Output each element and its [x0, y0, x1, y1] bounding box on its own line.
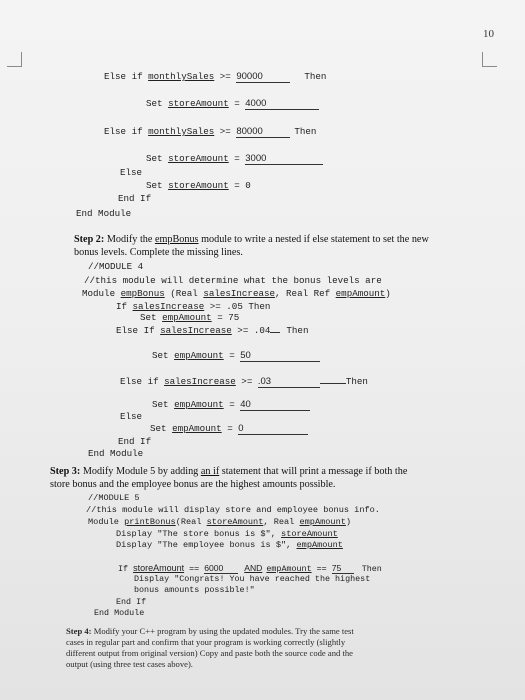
code-line: Else If salesIncrease >= .04 Then [116, 325, 309, 336]
step-2-instructions-cont: bonus levels. Complete the missing lines. [74, 247, 243, 258]
fill-value: 50 [240, 350, 251, 361]
code-line: //MODULE 4 [88, 261, 144, 272]
code-line: Set storeAmount = 3000 [146, 153, 323, 165]
fill-in-blank [236, 126, 290, 138]
step-3-instructions-cont: store bonus and the employee bonus are the highest amounts possible. [50, 479, 336, 490]
code-line: End If [116, 597, 147, 607]
step-4-line: cases in regular part and confirm that your program is working correctly (slightly [66, 637, 346, 647]
fill-in-blank [204, 563, 238, 574]
fill-in-blank [245, 98, 319, 110]
code-line: End If [118, 436, 152, 447]
code-line: Set empAmount = 50 [152, 350, 320, 362]
fill-in-blank [240, 350, 320, 362]
fill-value: 4000 [245, 98, 267, 109]
step-label: Step 2: [74, 234, 105, 245]
code-line: End Module [88, 448, 144, 459]
step-label: Step 4: [66, 626, 92, 636]
code-line: Display "The employee bonus is $", empAmount [116, 540, 343, 550]
code-line: Else [120, 411, 143, 422]
fill-in-blank [245, 153, 323, 165]
code-keyword: Else if [104, 71, 149, 82]
fill-value: 80000 [236, 126, 263, 137]
code-line: Set storeAmount = 0 [146, 180, 251, 191]
code-line: End Module [94, 608, 145, 618]
fill-in-blank [332, 563, 354, 574]
code-line: If salesIncrease >= .05 Then [116, 301, 271, 312]
code-line: Module empBonus (Real salesIncrease, Real Ref empAmount) [82, 288, 391, 299]
page-number: 10 [483, 28, 494, 40]
fill-in-blank [236, 71, 290, 83]
fill-value: .03 [257, 376, 272, 387]
code-line: //MODULE 5 [88, 493, 140, 503]
step-2-instructions: Step 2: Modify the empBonus module to write a nested if else statement to set the new [74, 234, 429, 245]
fill-in-blank [240, 399, 310, 411]
code-line: Set empAmount = 0 [150, 423, 308, 435]
fill-value: 0 [238, 423, 244, 434]
code-line: Set storeAmount = 4000 [146, 98, 319, 110]
code-line: Else if salesIncrease >= .03 Then [120, 376, 368, 387]
code-line: Set empAmount = 40 [152, 399, 310, 411]
fill-in-blank [238, 423, 308, 435]
code-line: Module printBonus(Real storeAmount, Real empAmount) [88, 517, 352, 527]
fill-in-blank [258, 376, 320, 388]
step-4-line: output (using three test cases above). [66, 659, 193, 669]
fill-value: 3000 [245, 153, 267, 164]
corner-mark-right [482, 52, 497, 67]
code-keyword: Then [304, 71, 327, 82]
code-line: Else if monthlySales >= 80000 Then [104, 126, 317, 137]
code-line: End Module [76, 208, 132, 219]
code-line: Display "The store bonus is $", storeAmount [116, 529, 338, 539]
fill-value: 90000 [236, 71, 263, 82]
code-line: Set empAmount = 75 [140, 312, 240, 323]
fill-value: 6000 [204, 563, 224, 573]
code-line: //this module will display store and employee bonus info. [86, 505, 380, 515]
step-label: Step 3: [50, 466, 81, 477]
fill-value: 40 [240, 399, 251, 410]
corner-mark-left [7, 52, 22, 67]
code-line: bonus amounts possible!" [134, 585, 255, 595]
code-line [104, 71, 326, 83]
code-line: Else [120, 167, 143, 178]
code-variable: monthlySales [148, 71, 215, 82]
code-line: If storeAmount == 6000 AND empAmount == 75 Then [118, 563, 382, 574]
step-3-instructions: Step 3: Modify Module 5 by adding an if statement that will print a message if both the [50, 466, 408, 477]
code-line: //this module will determine what the bonus levels are [84, 275, 382, 286]
step-4-line: different output from original version) Copy and paste both the source code and the [66, 648, 353, 658]
code-line: End If [118, 193, 152, 204]
code-line: Display "Congrats! You have reached the highest [134, 574, 371, 584]
step-4-instructions: Step 4: Modify your C++ program by using the updated modules. Try the same test [66, 626, 354, 636]
fill-value: 75 [331, 563, 342, 573]
code-operator: >= [214, 71, 237, 82]
